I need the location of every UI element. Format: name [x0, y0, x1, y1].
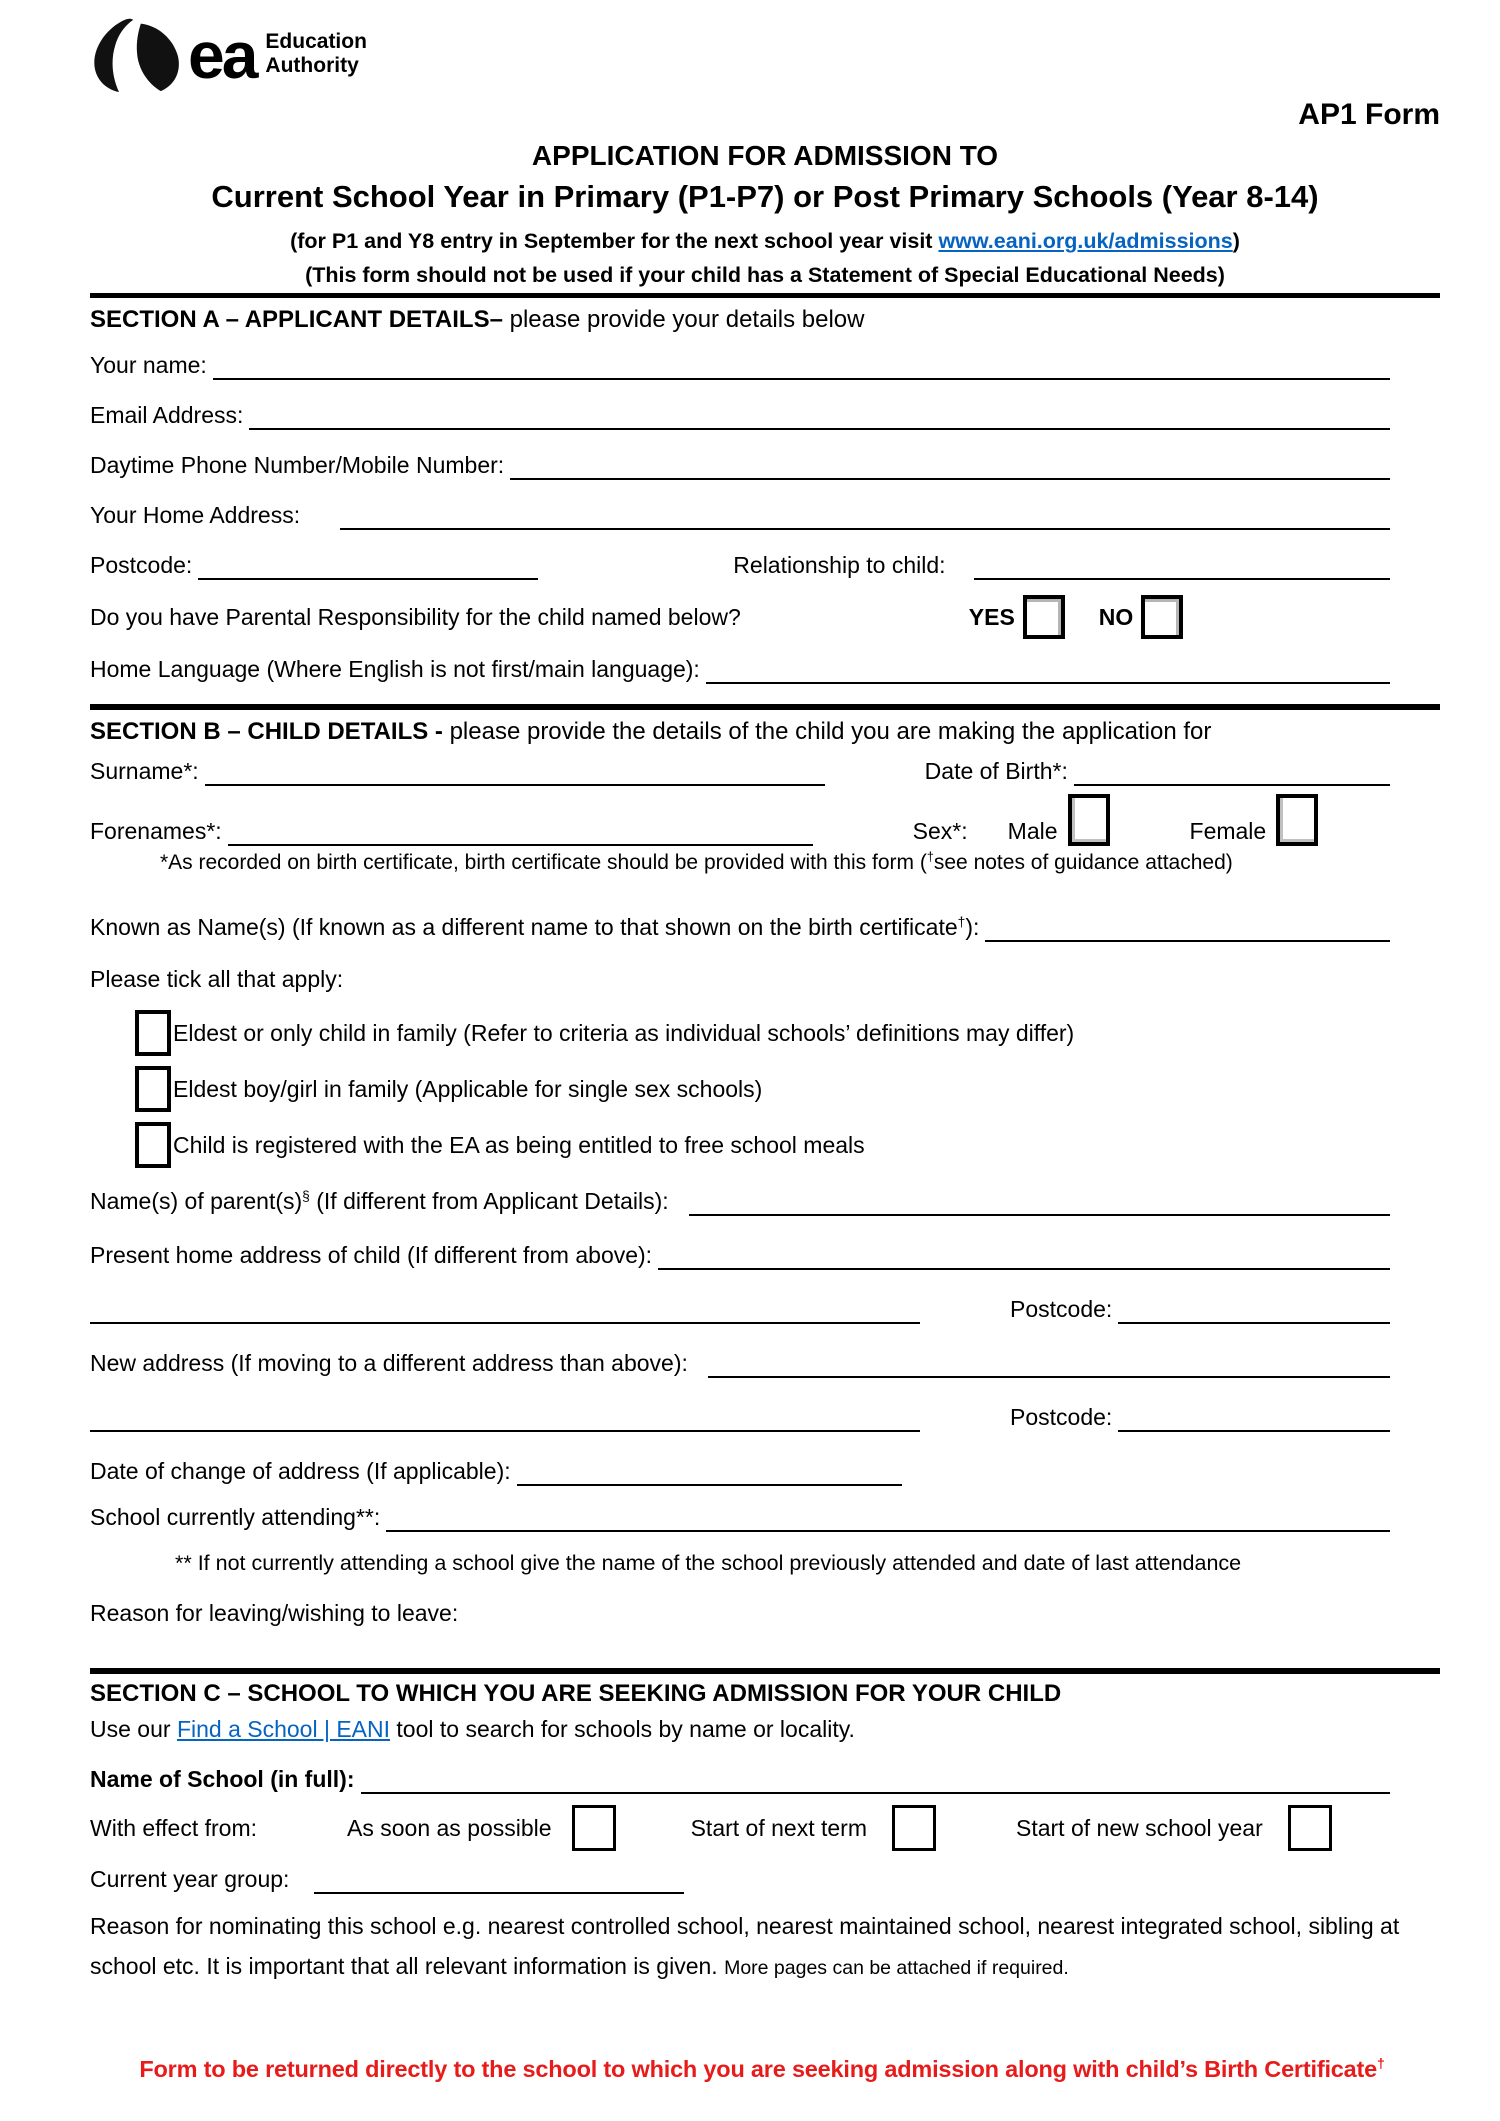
present-address-row: Present home address of child (If different from above):	[90, 1240, 1440, 1270]
present-address-input-line[interactable]	[658, 1264, 1390, 1270]
parental-responsibility-row: Do you have Parental Responsibility for the child named below? YES NO	[90, 594, 1440, 640]
eldest-child-checkbox[interactable]	[135, 1010, 171, 1056]
home-language-row: Home Language (Where English is not first/main language):	[90, 654, 1440, 684]
form-code: AP1 Form	[1298, 98, 1440, 131]
footer-warning: Form to be returned directly to the school to which you are seeking admission along with child’s Birth Certificate†	[139, 2055, 1385, 2082]
eldest-child-option: Eldest or only child in family (Refer to criteria as individual schools’ definitions may differ)	[135, 1010, 1440, 1056]
date-of-change-row: Date of change of address (If applicable):	[90, 1456, 1440, 1486]
new-address-cont-row: Postcode:	[90, 1402, 1440, 1432]
school-name-row: Name of School (in full):	[90, 1764, 1440, 1794]
reason-leaving-row: Reason for leaving/wishing to leave:	[90, 1600, 459, 1626]
tick-prompt-row: Please tick all that apply:	[90, 966, 344, 992]
dagger-symbol: †	[926, 850, 934, 864]
free-school-meals-checkbox[interactable]	[135, 1122, 171, 1168]
parental-yes-checkbox[interactable]	[1023, 595, 1065, 639]
present-address-cont-row: Postcode:	[90, 1294, 1440, 1324]
forenames-input-line[interactable]	[228, 840, 813, 846]
your-name-input-line[interactable]	[213, 374, 1390, 380]
relationship-input-line[interactable]	[974, 574, 1390, 580]
postcode-input-line[interactable]	[198, 574, 538, 580]
email-input-line[interactable]	[249, 424, 1390, 430]
dagger-symbol: †	[957, 914, 966, 930]
section-symbol: §	[302, 1188, 310, 1204]
school-attending-note: ** If not currently attending a school give the name of the school previously attended and date of last attendance	[175, 1551, 1242, 1575]
forenames-sex-row: Forenames*: Sex*: Male Female	[90, 794, 1440, 846]
ea-logo-caption: Education Authority	[265, 30, 367, 77]
date-of-change-input-line[interactable]	[517, 1480, 902, 1486]
with-effect-from-row: With effect from: As soon as possible Start of next term Start of new school year	[90, 1804, 1440, 1852]
school-name-input-line[interactable]	[361, 1788, 1391, 1794]
new-address-row: New address (If moving to a different address than above):	[90, 1348, 1440, 1378]
home-language-input-line[interactable]	[706, 678, 1390, 684]
present-address-continue-line[interactable]	[90, 1318, 920, 1324]
section-a-divider	[90, 293, 1440, 298]
ea-logo-icon	[90, 17, 186, 93]
form-subtitle-sen-note: (This form should not be used if your child has a Statement of Special Educational Needs)	[305, 263, 1225, 287]
school-attending-input-line[interactable]	[386, 1526, 1390, 1532]
home-address-row: Your Home Address:	[90, 500, 1440, 530]
parents-names-row: Name(s) of parent(s)§ (If different from Applicant Details):	[90, 1186, 1440, 1216]
free-school-meals-option: Child is registered with the EA as being entitled to free school meals	[135, 1122, 1440, 1168]
sex-male-checkbox[interactable]	[1068, 794, 1110, 846]
new-school-year-checkbox[interactable]	[1288, 1805, 1332, 1851]
form-subtitle-entry-note: (for P1 and Y8 entry in September for the next school year visit www.eani.org.uk/admissions)	[290, 229, 1240, 253]
sex-female-checkbox[interactable]	[1276, 794, 1318, 846]
postcode-relationship-row: Postcode: Relationship to child:	[90, 550, 1440, 580]
find-a-school-row: Use our Find a School | EANI tool to search for schools by name or locality.	[90, 1716, 855, 1742]
form-title-line1: APPLICATION FOR ADMISSION TO	[531, 140, 999, 171]
form-title-line2: Current School Year in Primary (P1-P7) or Post Primary Schools (Year 8-14)	[211, 179, 1319, 214]
surname-input-line[interactable]	[205, 780, 825, 786]
section-c-heading: SECTION C – SCHOOL TO WHICH YOU ARE SEEKING ADMISSION FOR YOUR CHILD	[90, 1680, 1062, 1707]
present-postcode-input-line[interactable]	[1118, 1318, 1390, 1324]
asap-checkbox[interactable]	[572, 1805, 616, 1851]
dagger-symbol: †	[1377, 2055, 1385, 2072]
your-name-row: Your name:	[90, 350, 1440, 380]
new-address-input-line[interactable]	[708, 1372, 1390, 1378]
nomination-reason-paragraph: Reason for nominating this school e.g. nearest controlled school, nearest maintained school, nearest integrated school, sibling at school etc. It is important that all relevant information is given. More pages can be attached if required.	[90, 1913, 1400, 1979]
ea-logo-wordmark: ea	[188, 18, 256, 92]
school-attending-row: School currently attending**:	[90, 1502, 1440, 1532]
known-as-row: Known as Name(s) (If known as a different name to that shown on the birth certificate†):	[90, 912, 1440, 942]
next-term-checkbox[interactable]	[892, 1805, 936, 1851]
surname-dob-row: Surname*: Date of Birth*:	[90, 756, 1440, 786]
admissions-link[interactable]: www.eani.org.uk/admissions	[938, 229, 1233, 253]
new-address-continue-line[interactable]	[90, 1426, 920, 1432]
parents-names-input-line[interactable]	[689, 1210, 1390, 1216]
known-as-input-line[interactable]	[985, 936, 1390, 942]
section-c-divider	[90, 1668, 1440, 1674]
dob-input-line[interactable]	[1074, 780, 1390, 786]
find-a-school-link[interactable]: Find a School | EANI	[176, 1716, 391, 1742]
birth-certificate-note: *As recorded on birth certificate, birth certificate should be provided with this form (†see notes of guidance attached)	[160, 850, 1233, 874]
email-row: Email Address:	[90, 400, 1440, 430]
parental-no-checkbox[interactable]	[1141, 595, 1183, 639]
section-a-heading: SECTION A – APPLICANT DETAILS– please provide your details below	[90, 306, 865, 333]
home-address-input-line[interactable]	[340, 524, 1390, 530]
eldest-boy-girl-option: Eldest boy/girl in family (Applicable for single sex schools)	[135, 1066, 1440, 1112]
new-postcode-input-line[interactable]	[1118, 1426, 1390, 1432]
phone-row: Daytime Phone Number/Mobile Number:	[90, 450, 1440, 480]
phone-input-line[interactable]	[510, 474, 1390, 480]
ea-logo	[90, 15, 1440, 95]
year-group-input-line[interactable]	[314, 1888, 684, 1894]
eldest-boy-girl-checkbox[interactable]	[135, 1066, 171, 1112]
section-b-divider	[90, 704, 1440, 710]
section-b-heading: SECTION B – CHILD DETAILS - please provide the details of the child you are making the application for	[90, 718, 1212, 745]
year-group-row: Current year group:	[90, 1864, 1440, 1894]
